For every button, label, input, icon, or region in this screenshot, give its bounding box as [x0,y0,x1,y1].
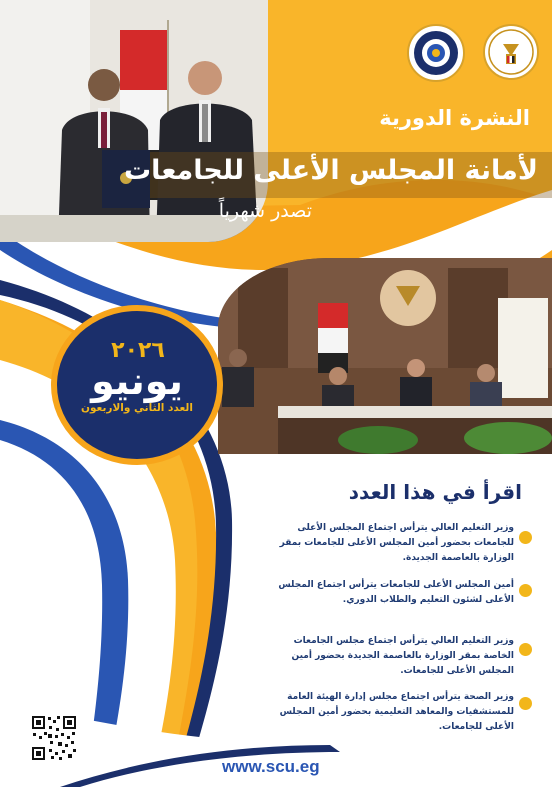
toc-item-1: وزير التعليم العالي يترأس اجتماع المجلس الأعلى للجامعات بحضور أمين المجلس الأعلى للجامعات بمقر الوزارة بالعاصمة الجديدة. [279,523,514,563]
website-link[interactable]: www.scu.eg [222,757,320,776]
qr-code [30,714,78,762]
toc-heading: اقرأ في هذا العدد [348,480,522,504]
masthead-line3: تصدر شهرياً [218,200,312,222]
toc-bullet-1 [519,531,532,544]
toc-bullet-4 [519,697,532,710]
toc-bullet-2 [519,584,532,597]
toc-item-3: وزير التعليم العالي يترأس اجتماع مجلس الجامعات الخاصة بمقر الوزارة بالعاصمة الجديدة بحضور أمين المجلس الأعلى للجامعات. [291,636,514,676]
issue-number: العدد الثاني والاربعون [81,402,193,414]
masthead-line1: النشرة الدورية [379,106,530,130]
council-logo [407,24,465,82]
ministry-logo [483,24,539,80]
toc-item-2: أمين المجلس الأعلى للجامعات يترأس اجتماع المجلس الأعلى لشئون التعليم والطلاب الدوري. [278,580,514,605]
toc-item-4: وزير الصحة يترأس اجتماع مجلس إدارة الهيئة العامة للمستشفيات والمعاهد التعليمية بحضور أمين المجلس الأعلى للجامعات. [279,692,514,732]
toc-bullet-3 [519,643,532,656]
masthead-line2: لأمانة المجلس الأعلى للجامعات [124,155,538,186]
issue-month: يونيو [91,359,183,403]
issue-year: ٢٠٢٦ [111,338,165,363]
meeting-photo [218,258,552,454]
